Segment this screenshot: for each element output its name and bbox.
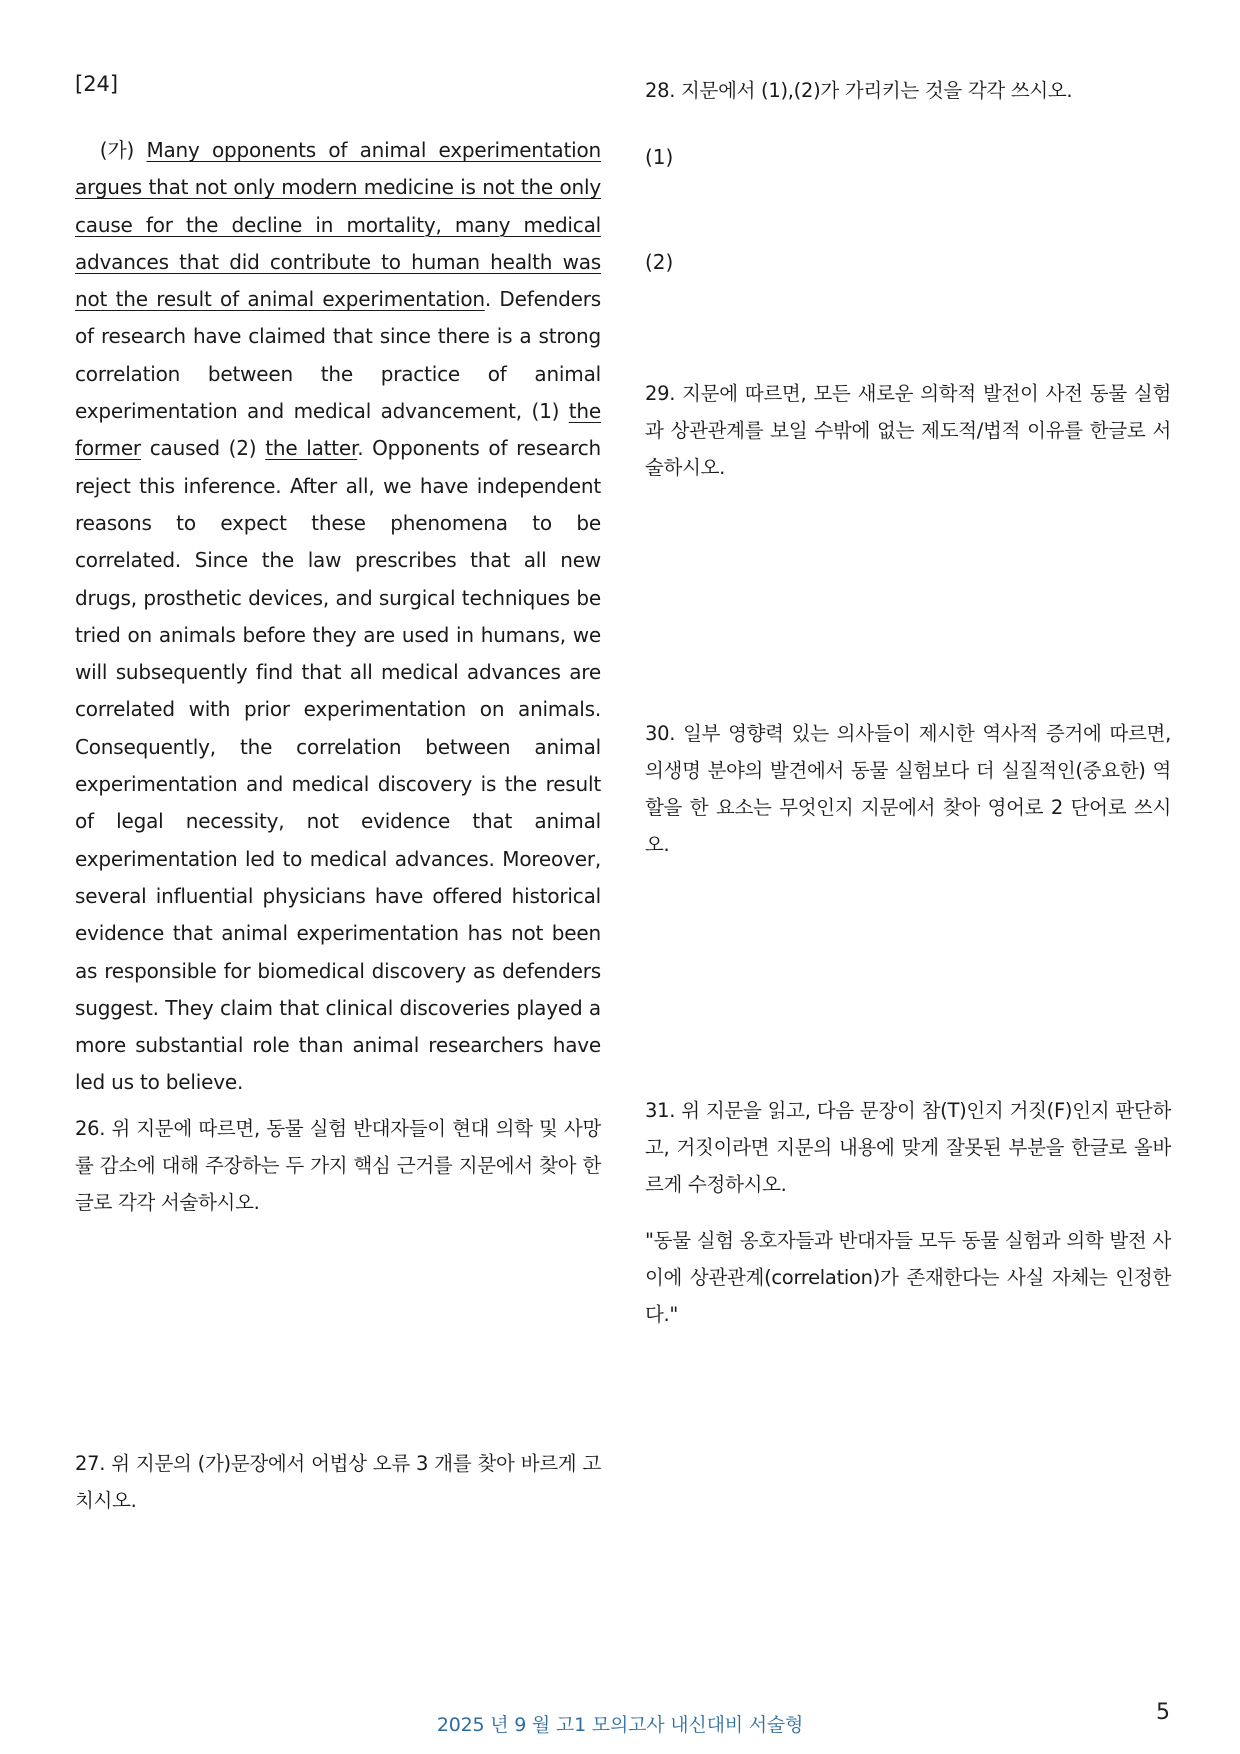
question-27: 27. 위 지문의 (가)문장에서 어법상 오류 3 개를 찾아 바르게 고치시오. (75, 1452, 601, 1512)
page-number: 5 (1156, 1700, 1170, 1725)
answer-slot-2: (2) (645, 250, 674, 274)
question-28: 28. 지문에서 (1),(2)가 가리키는 것을 각각 쓰시오. (645, 79, 1073, 102)
underlined-sentence: Many opponents of animal experimentation argues that not only modern medicine is not the only cause for the decline in mortality, many medical advances that did contribute to human health was not the result of animal experimentation (75, 138, 601, 312)
passage-text-a: . Defenders of research have claimed that since there is a strong correlation between the practice of animal experimentation and medical advancement, (1) (75, 287, 601, 424)
passage-text-b: caused (2) (140, 436, 266, 461)
footer-title: 2025 년 9 월 고1 모의고사 내신대비 서술형 (436, 1714, 804, 1736)
reference-former: the former (75, 399, 601, 461)
passage-number: [24] (75, 72, 119, 96)
question-31: 31. 위 지문을 읽고, 다음 문장이 참(T)인지 거짓(F)인지 판단하고, 거짓이라면 지문의 내용에 맞게 잘못된 부분을 한글로 올바르게 수정하시오. (645, 1099, 1171, 1196)
left-column (75, 70, 601, 1512)
passage-text (75, 132, 601, 1102)
question-26: 26. 위 지문에 따르면, 동물 실험 반대자들이 현대 의학 및 사망률 감소에 대해 주장하는 두 가지 핵심 근거를 지문에서 찾아 한글로 각각 서술하시오. (75, 1117, 601, 1214)
passage-text-c: . Opponents of research reject this inference. After all, we have independent reasons to expect these phenomena to be correlated. Since the law prescribes that all new drugs, prosthetic devices, and surgical techniques be tried on animals before they are used in humans, we will subsequently find that all medical advances are correlated with prior experimentation on animals. Consequently, the correlation between animal experimentation and medical discovery is the result of legal necessity, not evidence that animal experimentation led to medical advances. Moreover, several influential physicians have offered historical evidence that animal experimentation has not been as responsible for biomedical discovery as defenders suggest. They claim that clinical discoveries played a more substantial role than animal researchers have led us to believe. (75, 436, 601, 1095)
question-29: 29. 지문에 따르면, 모든 새로운 의학적 발전이 사전 동물 실험과 상관관계를 보일 수밖에 없는 제도적/법적 이유를 한글로 서술하시오. (645, 382, 1171, 479)
answer-slot-1: (1) (645, 145, 674, 169)
passage-label: (가) (99, 138, 135, 162)
question-31-statement: "동물 실험 옹호자들과 반대자들 모두 동물 실험과 의학 발전 사이에 상관관계(correlation)가 존재한다는 사실 자체는 인정한다." (645, 1229, 1171, 1326)
question-30: 30. 일부 영향력 있는 의사들이 제시한 역사적 증거에 따르면, 의생명 분야의 발견에서 동물 실험보다 더 실질적인(중요한) 역할을 한 요소는 무엇인지 지문에서 찾아 영어로 2 단어로 쓰시오. (645, 722, 1171, 856)
reference-latter: the latter (265, 436, 358, 461)
